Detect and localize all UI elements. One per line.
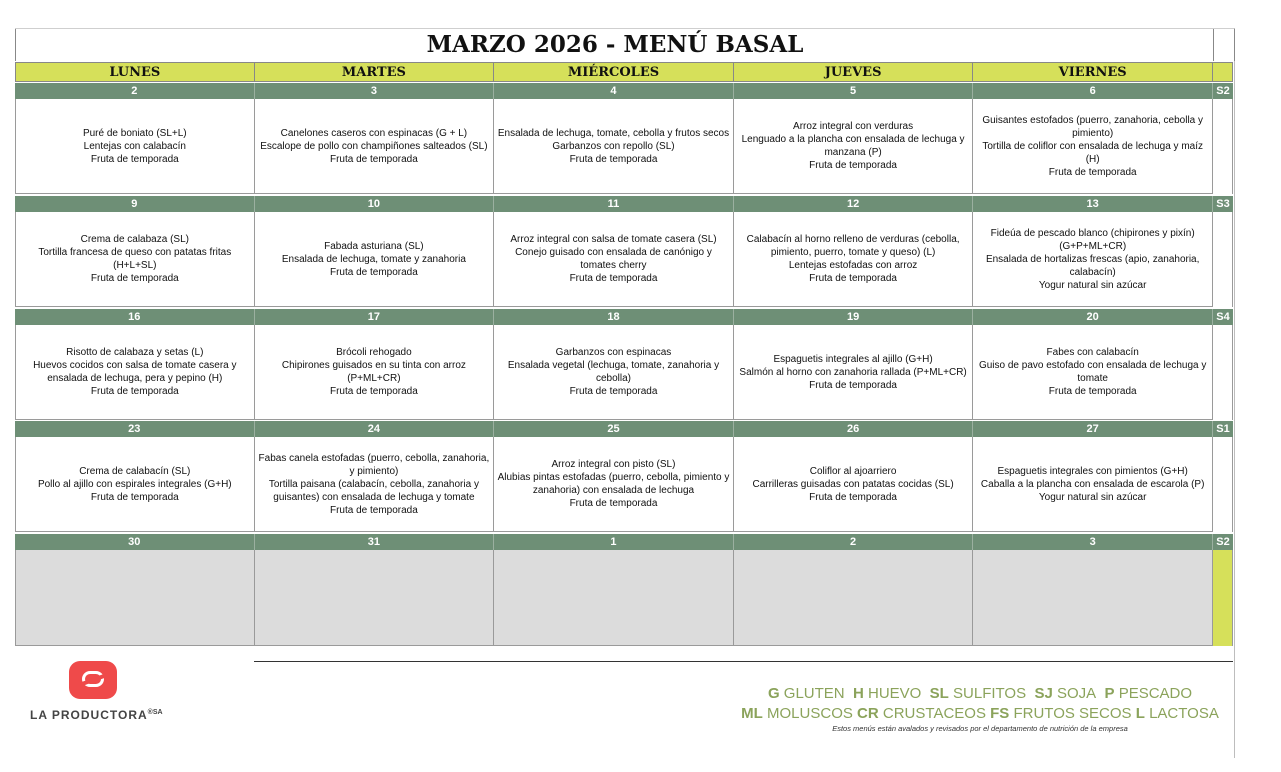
menu-row xyxy=(15,550,1233,646)
week-label: S3 xyxy=(1213,196,1233,212)
footer-divider xyxy=(254,661,1233,662)
allergen-legend xyxy=(740,684,1220,724)
dish-line: Lentejas con calabacín xyxy=(83,140,186,152)
menu-dishes xyxy=(258,452,491,517)
dish-line: Crema de calabacín (SL) xyxy=(79,465,191,477)
menu-cell xyxy=(15,325,255,420)
menu-cell xyxy=(494,325,734,420)
menu-dishes xyxy=(38,465,232,504)
menu-cell xyxy=(973,212,1213,307)
week-label: S2 xyxy=(1213,83,1233,99)
dish-line: Arroz integral con verduras xyxy=(793,121,914,132)
dish-line: Fabas canela estofadas (puerro, cebolla, zanahoria, y pimiento) xyxy=(258,452,490,477)
legend-code: SJ xyxy=(1034,685,1053,702)
weekday-wednesday: MIÉRCOLES xyxy=(494,62,734,82)
weekday-header-tail xyxy=(1213,62,1233,82)
legend-text: PESCADO xyxy=(1118,685,1193,702)
menu-dishes xyxy=(981,465,1204,504)
menu-cell xyxy=(15,212,255,307)
legend-text: GLUTEN xyxy=(783,685,845,702)
brand-suffix: ®SA xyxy=(147,709,163,716)
dish-line: Fruta de temporada xyxy=(329,504,418,516)
dish-line: Fruta de temporada xyxy=(329,266,418,278)
dish-line: Fruta de temporada xyxy=(569,153,658,165)
brand-logo-icon xyxy=(69,661,117,699)
menu-dishes xyxy=(258,346,491,398)
menu-dishes xyxy=(737,120,970,172)
date-cell: 24 xyxy=(255,421,495,437)
menu-dishes xyxy=(19,233,251,285)
menu-cell xyxy=(734,437,974,532)
dish-line: Pollo al ajillo con espirales integrales (G+H) xyxy=(37,478,232,490)
date-cell: 2 xyxy=(734,534,974,550)
menu-tail xyxy=(1213,212,1233,307)
dish-line: Fruta de temporada xyxy=(809,160,897,171)
date-cell: 16 xyxy=(15,309,255,325)
date-cell: 17 xyxy=(255,309,495,325)
date-row xyxy=(15,421,1233,437)
menu-dishes xyxy=(976,227,1209,292)
legend-code: G xyxy=(767,685,780,702)
dish-line: Garbanzos con espinacas xyxy=(555,347,672,358)
date-cell: 31 xyxy=(255,534,495,550)
dish-line: Ensalada de hortalizas frescas (apio, zanahoria, calabacín) xyxy=(985,253,1200,278)
dish-line: Fruta de temporada xyxy=(1048,386,1137,397)
dish-line: Carrilleras guisadas con patatas cocidas (SL) xyxy=(752,478,954,490)
week-block xyxy=(15,309,1233,420)
menu-tail xyxy=(1213,437,1233,532)
legend-text: FRUTOS SECOS xyxy=(1013,705,1132,722)
legend-code: SL xyxy=(929,685,949,702)
legend-code: P xyxy=(1104,685,1115,702)
menu-cell xyxy=(734,325,974,420)
dish-line: Escalope de pollo con champiñones salteados (SL) xyxy=(260,140,488,152)
date-cell: 6 xyxy=(973,83,1213,99)
dish-line: Huevos cocidos con salsa de tomate casera y ensalada de lechuga, pera y pepino (H) xyxy=(33,360,237,384)
dish-line: Canelones caseros con espinacas (G + L) xyxy=(280,127,468,139)
menu-cell xyxy=(973,437,1213,532)
menu-row xyxy=(15,437,1233,532)
dish-line: Espaguetis integrales con pimientos (G+H) xyxy=(997,465,1188,477)
legend-code: CR xyxy=(857,705,879,722)
dish-line: Fruta de temporada xyxy=(569,386,658,397)
date-cell: 4 xyxy=(494,83,734,99)
dish-line: Fabes con calabacín xyxy=(1046,347,1139,358)
menu-dishes xyxy=(282,240,466,279)
dish-line: Fruta de temporada xyxy=(1048,166,1137,178)
date-cell: 11 xyxy=(494,196,734,212)
weekday-header-row xyxy=(15,62,1233,82)
menu-cell xyxy=(494,212,734,307)
legend-line-1 xyxy=(740,684,1220,704)
menu-cell xyxy=(973,325,1213,420)
dish-line: Salmón al horno con zanahoria rallada (P+ML+CR) xyxy=(739,366,967,378)
menu-cell xyxy=(15,550,255,646)
date-cell: 26 xyxy=(734,421,974,437)
legend-text: HUEVO xyxy=(867,685,922,702)
date-cell: 18 xyxy=(494,309,734,325)
dish-line: Arroz integral con pisto (SL) xyxy=(551,459,676,470)
weekday-tuesday: MARTES xyxy=(255,62,495,82)
dish-line: Yogur natural sin azúcar xyxy=(1038,279,1147,291)
date-cell: 1 xyxy=(494,534,734,550)
menu-cell xyxy=(973,550,1213,646)
menu-row xyxy=(15,99,1233,194)
date-cell: 2 xyxy=(15,83,255,99)
legend-text: SULFITOS xyxy=(953,685,1027,702)
menu-row xyxy=(15,325,1233,420)
menu-cell xyxy=(734,99,974,194)
legend-line-2 xyxy=(740,704,1220,724)
dish-line: Ensalada de lechuga, tomate y zanahoria xyxy=(281,253,466,265)
brand-name xyxy=(30,708,163,722)
date-cell: 19 xyxy=(734,309,974,325)
menu-cell xyxy=(494,550,734,646)
dish-line: Tortilla francesa de queso con patatas fritas (H+L+SL) xyxy=(38,247,232,271)
menu-cell xyxy=(973,99,1213,194)
date-cell: 3 xyxy=(255,83,495,99)
dish-line: Espaguetis integrales al ajillo (G+H) xyxy=(773,353,933,365)
legend-text: SOJA xyxy=(1056,685,1097,702)
dish-line: Risotto de calabaza y setas (L) xyxy=(66,347,204,358)
brand-name-text: LA PRODUCTORA xyxy=(30,708,148,722)
menu-cell xyxy=(494,99,734,194)
dish-line: Lentejas estofadas con arroz xyxy=(788,260,918,271)
menu-dishes xyxy=(497,458,730,510)
menu-dishes xyxy=(976,114,1209,179)
menu-dishes xyxy=(976,346,1209,398)
menu-cell xyxy=(15,437,255,532)
menu-dishes xyxy=(83,127,187,166)
menu-cell xyxy=(734,212,974,307)
date-cell: 10 xyxy=(255,196,495,212)
weekday-thursday: JUEVES xyxy=(734,62,974,82)
dish-line: Puré de boniato (SL+L) xyxy=(82,127,187,139)
dish-line: Lenguado a la plancha con ensalada de lechuga y manzana (P) xyxy=(741,134,965,158)
dish-line: Guisantes estofados (puerro, zanahoria, cebolla y pimiento) xyxy=(982,114,1204,139)
date-cell: 9 xyxy=(15,196,255,212)
menu-dishes xyxy=(19,346,251,398)
date-cell: 12 xyxy=(734,196,974,212)
dish-line: Coliflor al ajoarriero xyxy=(809,465,897,477)
legend-text: LACTOSA xyxy=(1149,705,1219,722)
date-row xyxy=(15,196,1233,212)
dish-line: Arroz integral con salsa de tomate casera (SL) xyxy=(510,234,717,245)
week-label: S2 xyxy=(1213,534,1233,550)
dish-line: Calabacín al horno relleno de verduras (cebolla, pimiento, puerro, tomate y queso) (L) xyxy=(746,234,960,258)
dish-line: Crema de calabaza (SL) xyxy=(80,234,189,245)
dish-line: Fruta de temporada xyxy=(569,498,658,509)
week-label: S1 xyxy=(1213,421,1233,437)
dish-line: Tortilla paisana (calabacín, cebolla, zanahoria y guisantes) con ensalada de lechuga y tomate xyxy=(268,478,479,503)
dish-line: Fruta de temporada xyxy=(329,386,418,397)
menu-row xyxy=(15,212,1233,307)
dish-line: Fruta de temporada xyxy=(569,273,658,284)
menu-cell xyxy=(255,550,495,646)
menu-tail xyxy=(1213,325,1233,420)
dish-line: Guiso de pavo estofado con ensalada de lechuga y tomate xyxy=(978,360,1207,384)
nutrition-note: Estos menús están avalados y revisados por el departamento de nutrición de la empresa xyxy=(832,724,1128,733)
legend-code: H xyxy=(852,685,864,702)
menu-cell xyxy=(255,437,495,532)
week-block xyxy=(15,534,1233,646)
dish-line: Chipirones guisados en su tinta con arroz (P+ML+CR) xyxy=(281,360,466,384)
week-block xyxy=(15,83,1233,194)
date-cell: 20 xyxy=(973,309,1213,325)
menu-cell xyxy=(494,437,734,532)
dish-line: Fabada asturiana (SL) xyxy=(324,240,424,252)
date-row xyxy=(15,534,1233,550)
date-cell: 13 xyxy=(973,196,1213,212)
menu-tail xyxy=(1213,550,1233,646)
menu-dishes xyxy=(739,353,966,392)
dish-line: Tortilla de coliflor con ensalada de lechuga y maíz (H) xyxy=(982,140,1204,165)
dish-line: Fideúa de pescado blanco (chipirones y pixín) (G+P+ML+CR) xyxy=(990,227,1195,252)
date-cell: 27 xyxy=(973,421,1213,437)
menu-cell xyxy=(255,212,495,307)
menu-dishes xyxy=(497,346,730,398)
menu-cell xyxy=(255,325,495,420)
date-row xyxy=(15,83,1233,99)
menu-dishes xyxy=(737,233,970,285)
dish-line: Ensalada de lechuga, tomate, cebolla y frutos secos xyxy=(497,127,730,139)
dish-line: Alubias pintas estofadas (puerro, cebolla, pimiento y zanahoria) con ensalada de lechuga xyxy=(497,472,730,496)
legend-text: CRUSTACEOS xyxy=(882,705,986,722)
dish-line: Fruta de temporada xyxy=(90,491,179,503)
dish-line: Fruta de temporada xyxy=(90,273,179,284)
dish-line: Fruta de temporada xyxy=(329,153,418,165)
dish-line: Garbanzos con repollo (SL) xyxy=(552,140,675,152)
dish-line: Fruta de temporada xyxy=(809,379,897,391)
legend-code: L xyxy=(1135,705,1145,722)
dish-line: Fruta de temporada xyxy=(90,153,179,165)
dish-line: Yogur natural sin azúcar xyxy=(1038,491,1147,503)
legend-code: FS xyxy=(990,705,1010,722)
menu-dishes xyxy=(497,233,730,285)
date-cell: 25 xyxy=(494,421,734,437)
week-label: S4 xyxy=(1213,309,1233,325)
week-block xyxy=(15,421,1233,532)
date-cell: 23 xyxy=(15,421,255,437)
dish-line: Brócoli rehogado xyxy=(336,347,412,358)
menu-tail xyxy=(1213,99,1233,194)
weekday-monday: LUNES xyxy=(15,62,255,82)
menu-dishes xyxy=(498,127,729,166)
menu-cell xyxy=(734,550,974,646)
page-title: MARZO 2026 - MENÚ BASAL xyxy=(15,29,1214,61)
dish-line: Caballa a la plancha con ensalada de escarola (P) xyxy=(980,478,1205,490)
menu-cell xyxy=(255,99,495,194)
date-cell: 3 xyxy=(973,534,1213,550)
dish-line: Fruta de temporada xyxy=(90,386,179,397)
menu-dishes xyxy=(260,127,487,166)
dish-line: Ensalada vegetal (lechuga, tomate, zanahoria y cebolla) xyxy=(507,360,720,384)
title-side-cell xyxy=(1213,29,1235,61)
date-row xyxy=(15,309,1233,325)
legend-code: ML xyxy=(741,705,763,722)
menu-dishes xyxy=(752,465,953,504)
dish-line: Fruta de temporada xyxy=(809,273,897,284)
weekday-friday: VIERNES xyxy=(973,62,1213,82)
dish-line: Fruta de temporada xyxy=(809,491,897,503)
dish-line: Conejo guisado con ensalada de canónigo y tomates cherry xyxy=(515,247,712,271)
menu-cell xyxy=(15,99,255,194)
date-cell: 5 xyxy=(734,83,974,99)
date-cell: 30 xyxy=(15,534,255,550)
legend-text: MOLUSCOS xyxy=(767,705,853,722)
week-block xyxy=(15,196,1233,307)
